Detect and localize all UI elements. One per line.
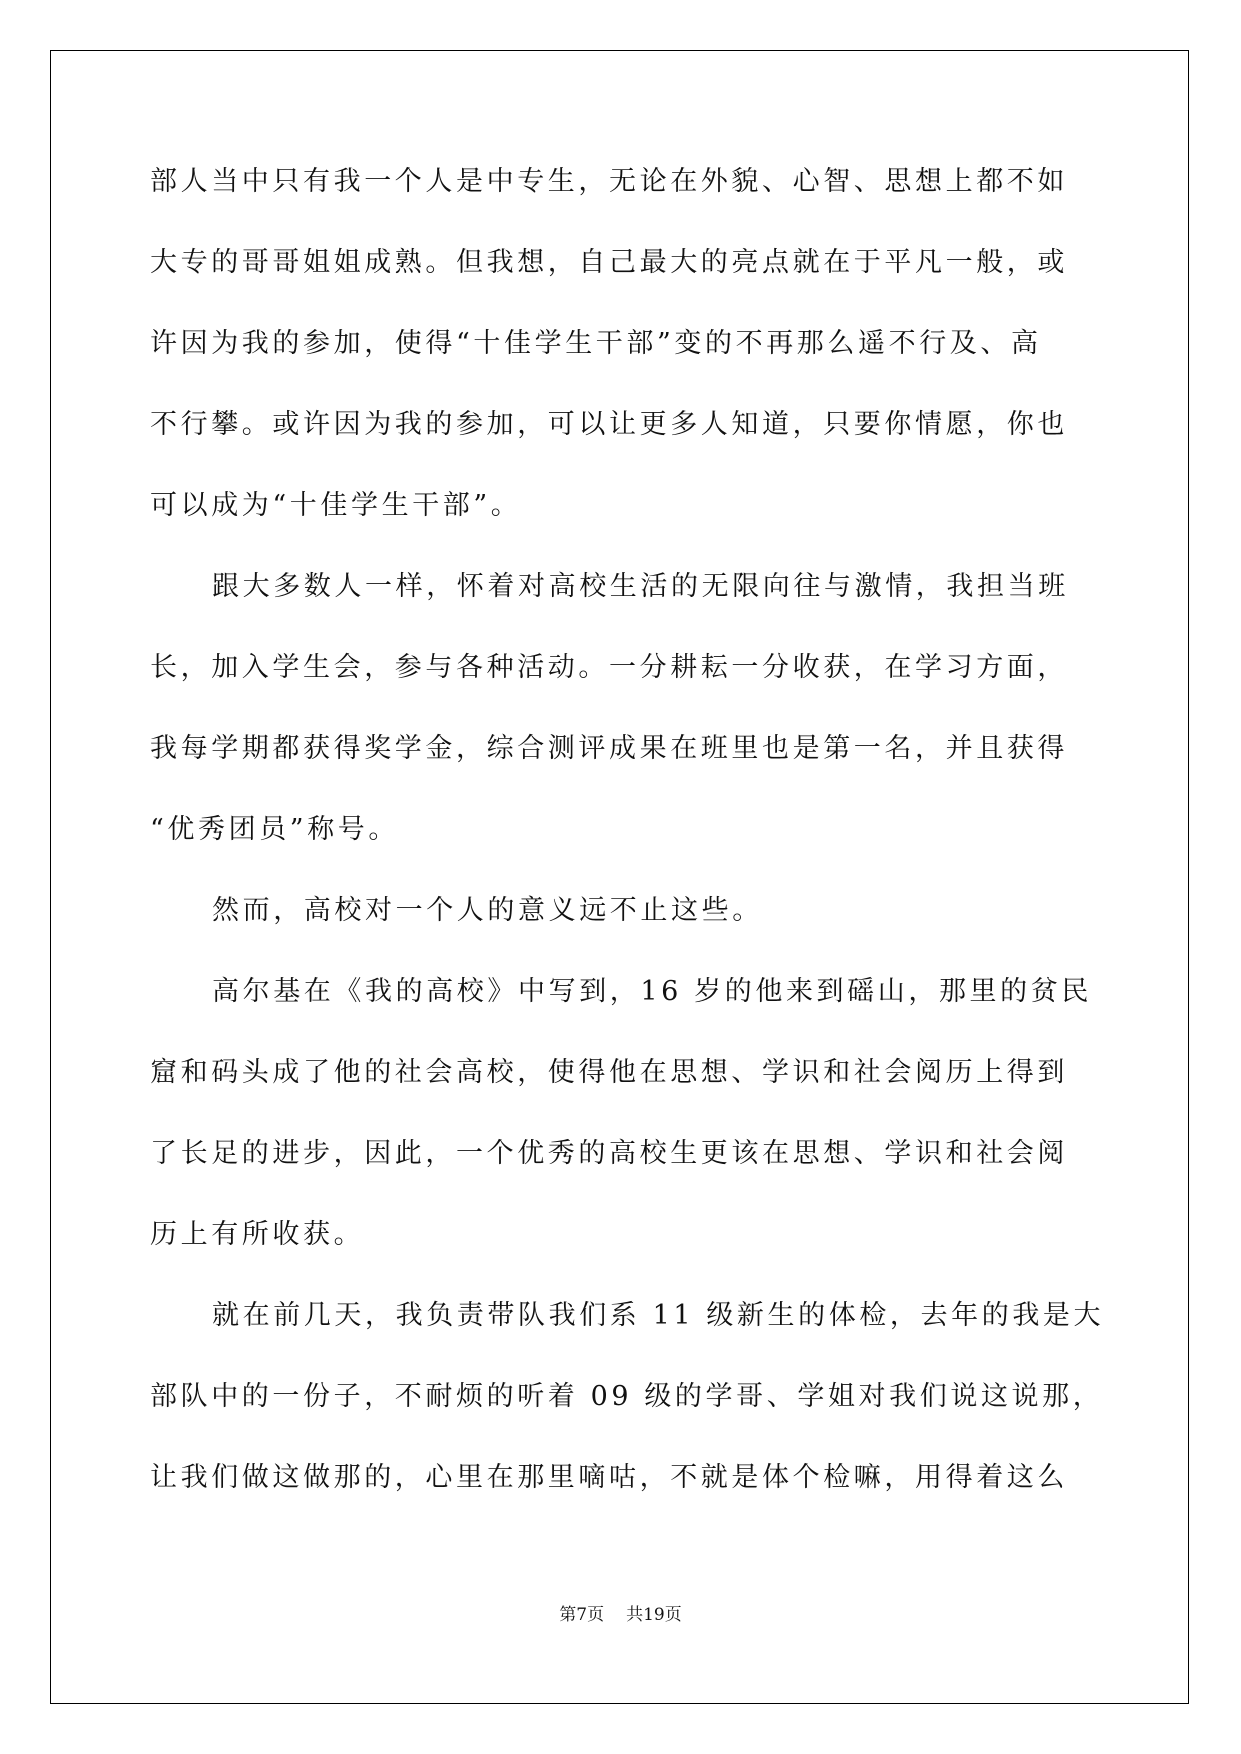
- text-line: 历上有所收获。: [150, 1219, 365, 1250]
- text-line: 部队中的一份子，不耐烦的听着 09 级的学哥、学姐对我们说这说那，: [150, 1381, 1104, 1412]
- text-line: 许因为我的参加，使得“十佳学生干部”变的不再那么遥不行及、高: [150, 328, 1042, 359]
- text-line: 就在前几天，我负责带队我们系 11 级新生的体检，去年的我是大: [212, 1300, 1105, 1331]
- page-footer: [0, 1600, 1241, 1625]
- total-page-count: 共19页: [626, 1605, 682, 1625]
- document-body: [150, 162, 1105, 1539]
- text-line: 高尔基在《我的高校》中写到，16 岁的他来到磘山，那里的贫民: [212, 976, 1092, 1007]
- text-line: 我每学期都获得奖学金，综合测评成果在班里也是第一名，并且获得: [150, 733, 1068, 764]
- text-line: 部人当中只有我一个人是中专生，无论在外貌、心智、思想上都不如: [150, 166, 1068, 197]
- current-page-number: 第7页: [559, 1605, 605, 1625]
- text-line: 大专的哥哥姐姐成熟。但我想，自己最大的亮点就在于平凡一般，或: [150, 247, 1068, 278]
- text-line: 跟大多数人一样，怀着对高校生活的无限向往与激情，我担当班: [212, 571, 1069, 602]
- text-line: 让我们做这做那的，心里在那里嘀咕，不就是体个检嘛，用得着这么: [150, 1462, 1068, 1493]
- text-line: 然而，高校对一个人的意义远不止这些。: [212, 895, 763, 926]
- text-line: 了长足的进步，因此，一个优秀的高校生更该在思想、学识和社会阅: [150, 1138, 1068, 1169]
- text-line: 不行攀。或许因为我的参加，可以让更多人知道，只要你情愿，你也: [150, 409, 1068, 440]
- text-line: 可以成为“十佳学生干部”。: [150, 490, 522, 521]
- text-line: “优秀团员”称号。: [150, 814, 400, 845]
- text-line: 窟和码头成了他的社会高校，使得他在思想、学识和社会阅历上得到: [150, 1057, 1068, 1088]
- text-line: 长，加入学生会，参与各种活动。一分耕耘一分收获，在学习方面，: [150, 652, 1068, 683]
